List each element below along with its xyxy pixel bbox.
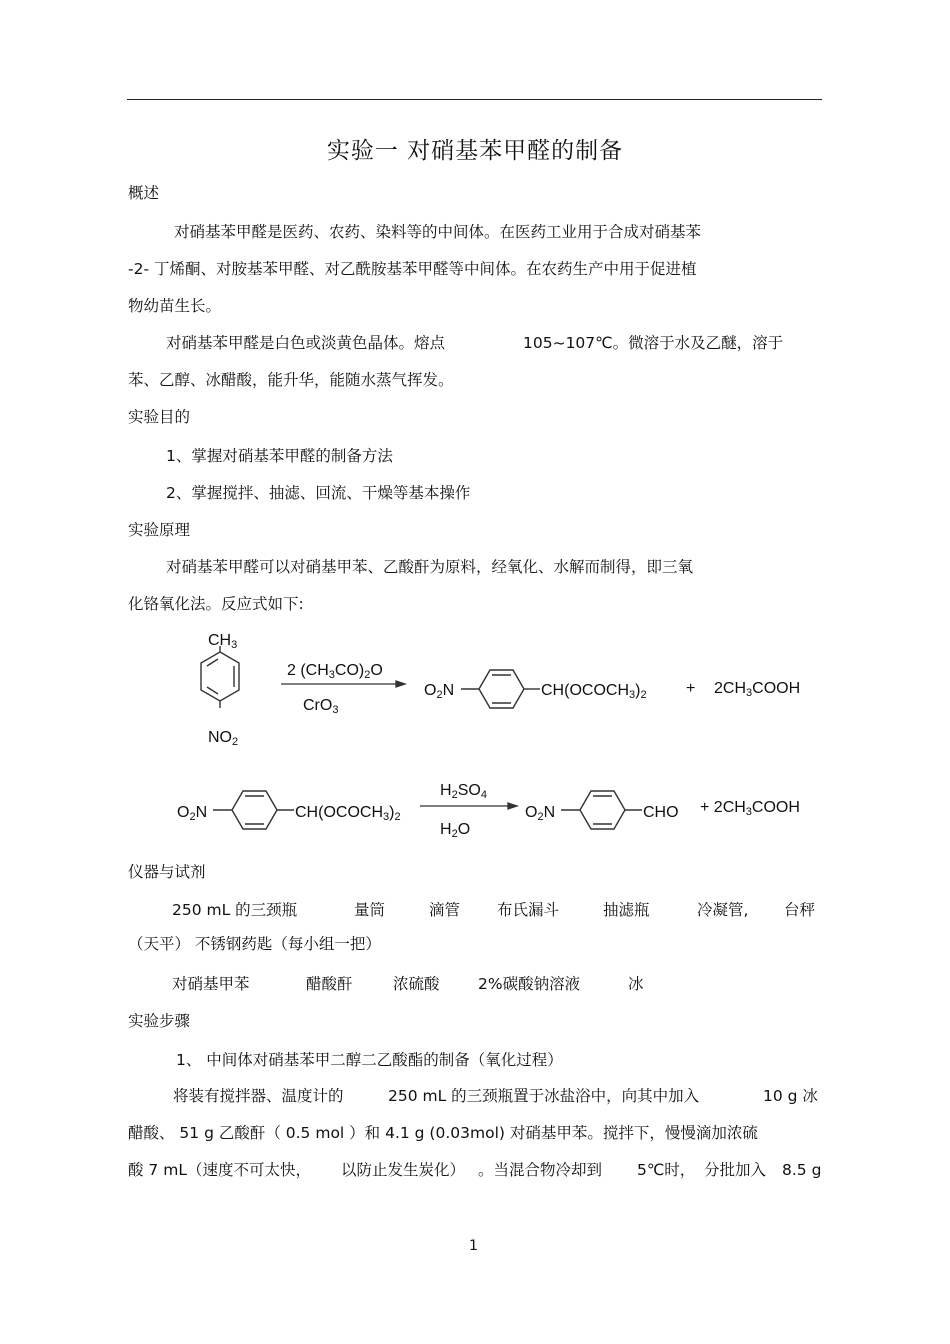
nitro-group-label: O2N xyxy=(424,682,455,701)
paragraph-line: 以防止发生炭化） xyxy=(341,1161,466,1179)
reagent-item: 醋酸酐 xyxy=(306,975,353,993)
byproduct-acetic-acid: + 2CH3COOH xyxy=(700,799,800,818)
paragraph-line: -2- 丁烯酮、对胺基苯甲醛、对乙酰胺基苯甲醛等中间体。在农药生产中用于促进植 xyxy=(128,260,697,278)
aldehyde-group-label: CHO xyxy=(643,804,679,821)
reagent-item: 冰 xyxy=(628,975,644,993)
equipment-item: 滴管 xyxy=(429,901,461,919)
benzene-ring-structure xyxy=(213,791,294,829)
reagent-item: 2%碳酸钠溶液 xyxy=(478,975,581,993)
step-title: 1、 中间体对硝基苯甲二醇二乙酸酯的制备（氧化过程） xyxy=(176,1051,563,1069)
section-heading-equipment: 仪器与试剂 xyxy=(128,863,206,881)
header-rule xyxy=(127,99,822,100)
equipment-item: （天平） 不锈钢药匙（每小组一把） xyxy=(128,935,381,953)
equipment-item: 250 mL 的三颈瓶 xyxy=(172,901,298,919)
section-heading-steps: 实验步骤 xyxy=(128,1012,191,1030)
reaction-arrow xyxy=(281,681,405,687)
reagent-water: H2O xyxy=(440,821,471,840)
reagent-acetic-anhydride: 2 (CH3CO)2O xyxy=(287,662,383,681)
paragraph-line: 将装有搅拌器、温度计的 xyxy=(173,1087,344,1105)
nitro-group-label: O2N xyxy=(525,804,556,823)
nitro-group-label: O2N xyxy=(177,804,208,823)
paragraph-line: 物幼苗生长。 xyxy=(128,297,222,315)
diacetate-group-label: CH(OCOCH3)2 xyxy=(541,682,647,701)
reaction-2 xyxy=(177,782,800,840)
benzene-ring-structure xyxy=(201,646,239,708)
paragraph-line: 分批加入 xyxy=(704,1161,767,1179)
equipment-item: 冷凝管, xyxy=(697,901,749,919)
reagent-chromium-trioxide: CrO3 xyxy=(303,697,339,716)
paragraph-line: 10 g 冰 xyxy=(763,1087,818,1105)
reaction-arrow xyxy=(420,803,517,809)
reaction-1 xyxy=(201,632,800,748)
byproduct-acetic-acid: 2CH3COOH xyxy=(714,680,801,699)
paragraph-line: 酸 7 mL（速度不可太快， xyxy=(128,1161,311,1179)
list-item: 1、掌握对硝基苯甲醛的制备方法 xyxy=(166,447,393,465)
equipment-item: 抽滤瓶 xyxy=(603,901,650,919)
diacetate-group-label: CH(OCOCH3)2 xyxy=(295,804,401,823)
paragraph-line: 对硝基苯甲醛可以对硝基甲苯、乙酸酐为原料，经氧化、水解而制得，即三氧 xyxy=(166,558,694,576)
plus-sign: + xyxy=(686,680,696,697)
paragraph-line: 苯、乙醇、冰醋酸，能升华，能随水蒸气挥发。 xyxy=(128,371,454,389)
paragraph-line: 5℃时， xyxy=(637,1161,696,1179)
list-item: 2、掌握搅拌、抽滤、回流、干燥等基本操作 xyxy=(166,484,471,502)
reagent-item: 浓硫酸 xyxy=(393,975,440,993)
equipment-item: 量筒 xyxy=(354,901,386,919)
section-heading-principle: 实验原理 xyxy=(128,521,191,539)
reagent-item: 对硝基甲苯 xyxy=(172,975,250,993)
paragraph-line: 对硝基苯甲醛是医药、农药、染料等的中间体。在医药工业用于合成对硝基苯 xyxy=(174,223,702,241)
equipment-item: 布氏漏斗 xyxy=(497,901,560,919)
reagent-sulfuric-acid: H2SO4 xyxy=(440,782,487,801)
paragraph-line: 。当混合物冷却到 xyxy=(478,1161,603,1179)
paragraph-line: 化铬氧化法。反应式如下: xyxy=(128,595,304,613)
paragraph-line: 醋酸、 51 g 乙酸酐（ 0.5 mol ）和 4.1 g (0.03mol) 对硝基甲苯。搅拌下，慢慢滴加浓硫 xyxy=(128,1124,758,1142)
methyl-label: CH3 xyxy=(208,632,238,651)
benzene-ring-structure xyxy=(461,670,540,708)
section-heading-overview: 概述 xyxy=(128,184,160,202)
nitro-label: NO2 xyxy=(208,729,239,748)
paragraph-line: 250 mL 的三颈瓶置于冰盐浴中，向其中加入 xyxy=(388,1087,700,1105)
reaction-scheme xyxy=(0,620,950,850)
equipment-item: 台秤 xyxy=(784,901,816,919)
paragraph-line: 对硝基苯甲醛是白色或淡黄色晶体。熔点 xyxy=(166,334,446,352)
section-heading-purpose: 实验目的 xyxy=(128,408,191,426)
paragraph-line: 105~107℃。微溶于水及乙醚，溶于 xyxy=(523,334,784,352)
page-title: 实验一 对硝基苯甲醛的制备 xyxy=(326,138,624,164)
benzene-ring-structure xyxy=(561,791,642,829)
page-number: 1 xyxy=(469,1238,478,1254)
paragraph-line: 8.5 g xyxy=(782,1161,822,1179)
